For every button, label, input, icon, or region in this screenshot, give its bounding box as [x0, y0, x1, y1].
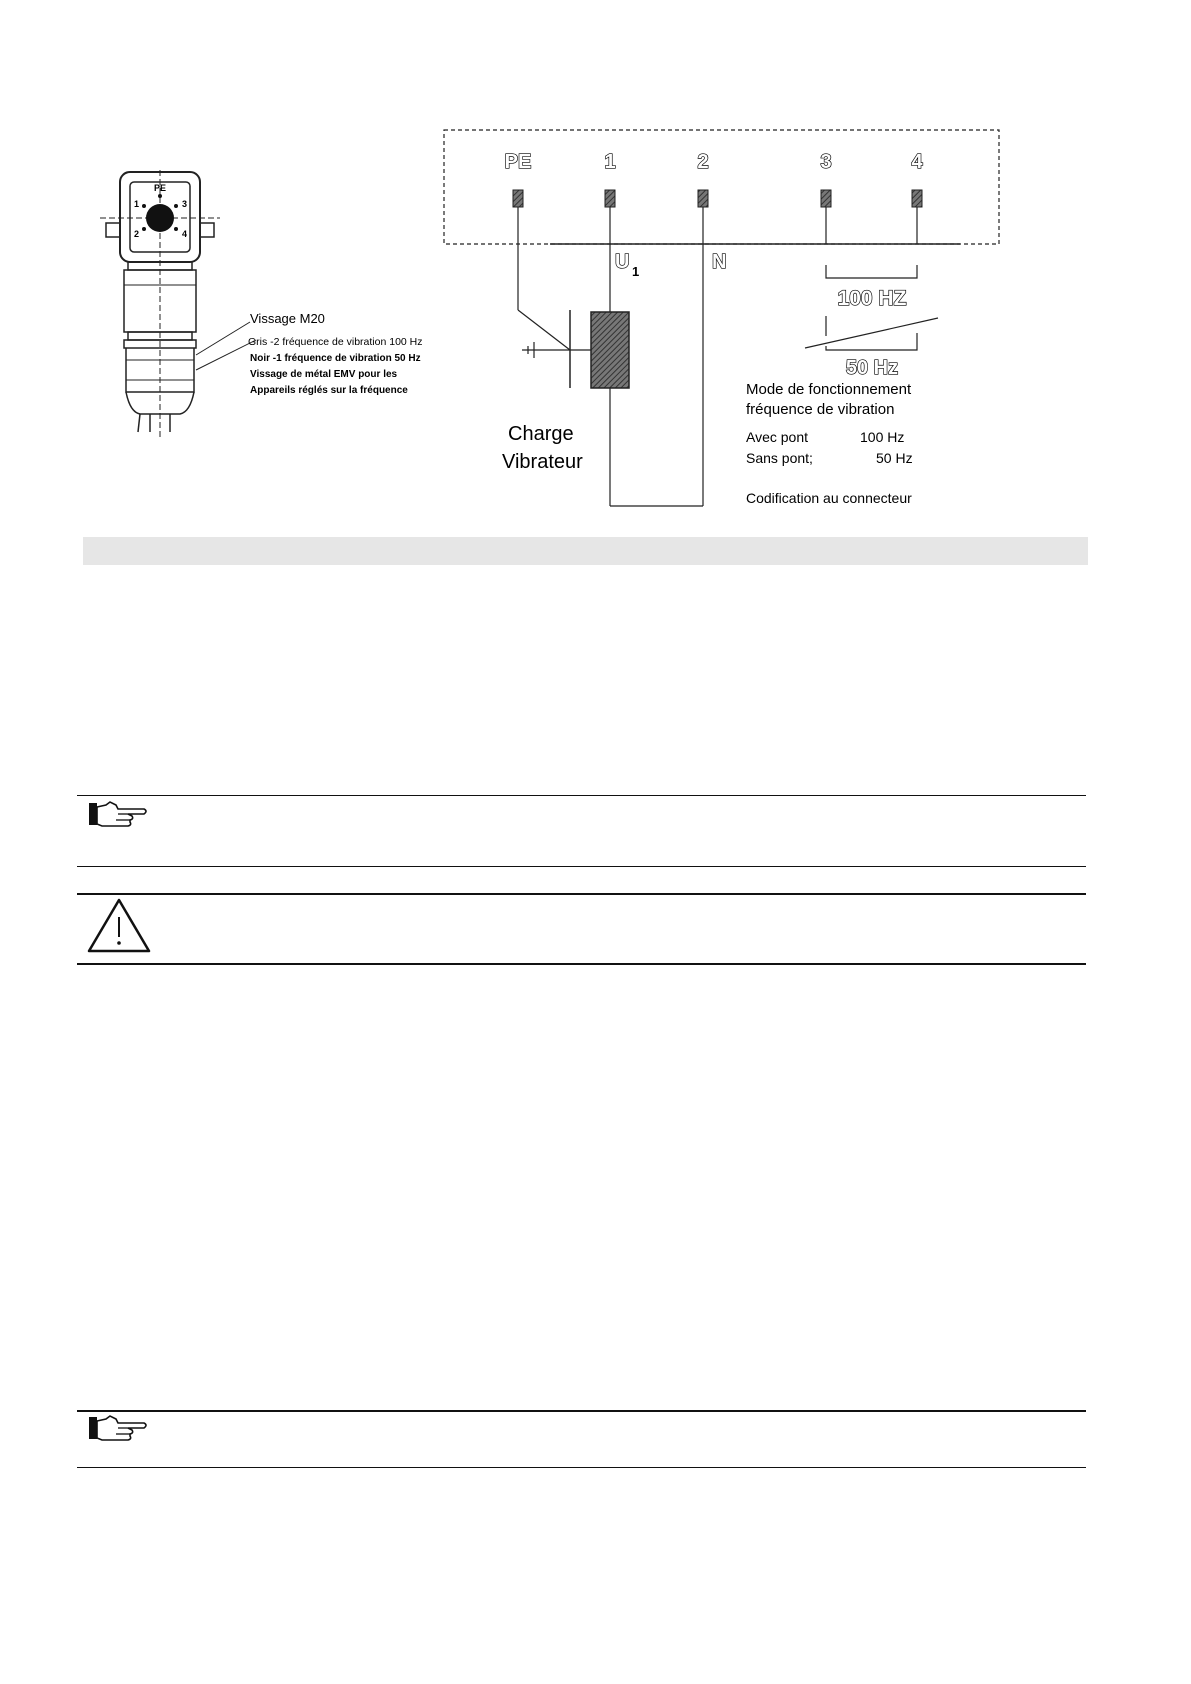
warning-triangle-icon — [86, 897, 152, 955]
connector-drawing — [0, 0, 460, 450]
label-black: Noir -1 fréquence de vibration 50 Hz — [250, 353, 421, 364]
note1-bottom-rule — [77, 866, 1086, 867]
connector-pin-2: 2 — [134, 229, 140, 239]
warning-bottom-rule — [77, 963, 1086, 965]
sans-pont-label: Sans pont; — [746, 450, 813, 466]
label-devices: Appareils réglés sur la fréquence — [250, 385, 408, 396]
u1-label: U — [615, 251, 630, 273]
terminal-block-pe — [513, 190, 523, 207]
terminal-block-4 — [912, 190, 922, 207]
pointing-hand-icon — [88, 800, 150, 828]
charge-label: Charge — [508, 423, 574, 445]
u1-subscript: 1 — [632, 264, 640, 279]
mode-line1: Mode de fonctionnement — [746, 381, 912, 398]
label-thread: Vissage M20 — [250, 311, 325, 326]
terminal-label-1: 1 — [604, 151, 616, 173]
note2-top-rule — [77, 1410, 1086, 1412]
pointing-hand-icon — [88, 1414, 150, 1442]
note1-top-rule — [77, 795, 1086, 796]
terminal-block-3 — [821, 190, 831, 207]
warning-top-rule — [77, 893, 1086, 895]
mode-line2: fréquence de vibration — [746, 401, 895, 418]
hz50-label: 50 Hz — [845, 357, 899, 379]
section-header-bar — [83, 537, 1088, 565]
terminal-label-4: 4 — [911, 151, 923, 173]
codification-label: Codification au connecteur — [746, 490, 912, 506]
label-metal: Vissage de métal EMV pour les — [250, 369, 398, 380]
connector-pin-1: 1 — [134, 199, 140, 209]
terminal-label-pe: PE — [504, 151, 532, 173]
connector-pin-pe: PE — [154, 183, 167, 193]
vibrator-label: Vibrateur — [502, 451, 583, 473]
connector-pin-4: 4 — [182, 229, 188, 239]
terminal-block-2 — [698, 190, 708, 207]
connector-pin-3: 3 — [182, 199, 188, 209]
avec-pont-label: Avec pont — [746, 429, 809, 445]
vibrator-coil — [591, 312, 629, 388]
avec-pont-value: 100 Hz — [860, 429, 905, 445]
n-label: N — [712, 251, 727, 273]
terminal-label-2: 2 — [697, 151, 709, 173]
note2-bottom-rule — [77, 1467, 1086, 1468]
wiring-diagram — [430, 120, 1030, 520]
hz100-label: 100 HZ — [837, 287, 907, 310]
terminal-label-3: 3 — [820, 151, 832, 173]
terminal-block-1 — [605, 190, 615, 207]
sans-pont-value: 50 Hz — [876, 450, 913, 466]
label-grey: Gris -2 fréquence de vibration 100 Hz — [248, 336, 423, 348]
